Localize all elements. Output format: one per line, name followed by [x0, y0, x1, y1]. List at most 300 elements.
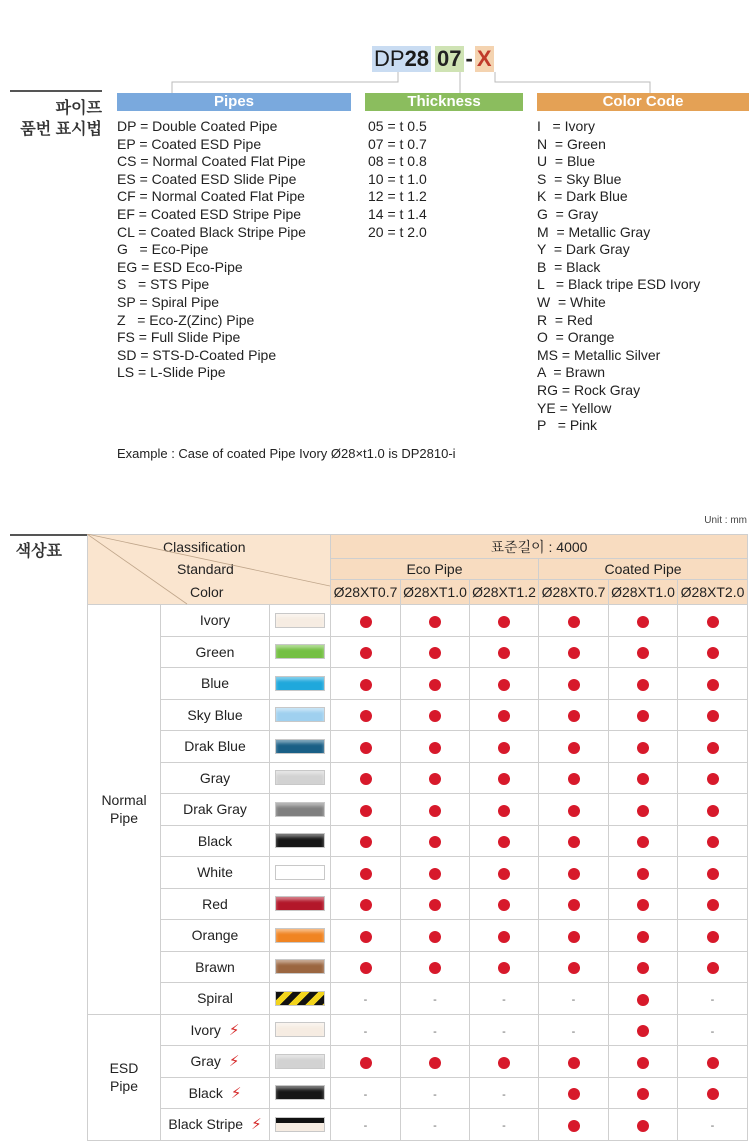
color-name-cell	[161, 794, 270, 826]
dot-icon	[429, 616, 441, 628]
dot-icon	[360, 616, 372, 628]
swatch-cell	[270, 605, 331, 637]
available-dot	[609, 1014, 678, 1046]
list-item: CL = Coated Black Stripe Pipe	[117, 223, 306, 240]
color-name: Brawn	[195, 958, 235, 975]
color-name: Ivory	[190, 1021, 221, 1038]
available-dot	[678, 668, 748, 700]
coated-pipe-header: Coated Pipe	[539, 559, 748, 580]
dot-icon	[568, 1120, 580, 1132]
dash-icon: -	[502, 1088, 506, 1101]
color-name: Spiral	[197, 990, 233, 1007]
available-dot	[678, 762, 748, 794]
available-dot	[609, 636, 678, 668]
esd-bolt-icon: ⚡	[228, 1053, 240, 1071]
dash-icon: -	[433, 1120, 437, 1133]
available-dot	[470, 825, 539, 857]
list-item: EG = ESD Eco-Pipe	[117, 258, 243, 275]
available-dot	[678, 731, 748, 763]
dot-icon	[637, 1120, 649, 1132]
pipes-header: Pipes	[117, 93, 351, 111]
available-dot	[609, 951, 678, 983]
swatch-cell	[270, 1077, 331, 1109]
color-swatch	[275, 1117, 325, 1132]
color-swatch	[275, 802, 325, 817]
available-dot	[678, 888, 748, 920]
dot-icon	[360, 773, 372, 785]
section-rule	[10, 90, 102, 92]
available-dot	[331, 731, 401, 763]
table-row	[88, 636, 748, 668]
available-dot	[609, 605, 678, 637]
dot-icon	[498, 962, 510, 974]
dot-icon	[568, 868, 580, 880]
available-dot	[331, 794, 401, 826]
color-name: Black Stripe	[168, 1116, 244, 1133]
dot-icon	[707, 962, 719, 974]
table-row	[88, 983, 748, 1015]
available-dot	[678, 605, 748, 637]
available-dot	[678, 857, 748, 889]
color-swatch	[275, 707, 325, 722]
list-item: A = Brawn	[537, 364, 606, 381]
swatch-cell	[270, 731, 331, 763]
available-dot	[331, 699, 401, 731]
list-item: W = White	[537, 293, 606, 310]
color-name-cell	[161, 1014, 270, 1046]
dot-icon	[707, 836, 719, 848]
color-name-cell	[161, 1109, 270, 1141]
dot-icon	[637, 962, 649, 974]
dot-icon	[360, 1057, 372, 1069]
swatch-cell	[270, 920, 331, 952]
dot-icon	[360, 805, 372, 817]
list-item: EF = Coated ESD Stripe Pipe	[117, 205, 302, 222]
dot-icon	[429, 805, 441, 817]
list-item: LS = L-Slide Pipe	[117, 364, 226, 381]
available-dot	[609, 794, 678, 826]
table-row	[88, 857, 748, 889]
dot-icon	[637, 994, 649, 1006]
dot-icon	[429, 1057, 441, 1069]
dot-icon	[637, 616, 649, 628]
color-name-cell	[161, 762, 270, 794]
available-dot	[331, 920, 401, 952]
list-item: 20 = t 2.0	[368, 223, 427, 240]
dot-icon	[429, 931, 441, 943]
dot-icon	[429, 836, 441, 848]
dash-icon: -	[502, 1025, 506, 1038]
dash-icon: -	[433, 994, 437, 1007]
available-dot	[678, 1077, 748, 1109]
list-item: SD = STS-D-Coated Pipe	[117, 346, 277, 363]
available-dot	[539, 668, 609, 700]
dot-icon	[707, 679, 719, 691]
standard-length-header: 표준길이 : 4000	[331, 535, 748, 559]
dot-icon	[637, 836, 649, 848]
list-item: U = Blue	[537, 153, 595, 170]
esd-bolt-icon: ⚡	[251, 1116, 262, 1134]
dot-icon	[707, 899, 719, 911]
available-dot	[331, 636, 401, 668]
color-name-cell	[161, 668, 270, 700]
color-name-cell	[161, 1046, 270, 1078]
color-name: White	[197, 864, 233, 881]
available-dot	[470, 731, 539, 763]
table-row	[88, 888, 748, 920]
unavailable-dash	[539, 1014, 609, 1046]
list-item: 08 = t 0.8	[368, 153, 427, 170]
dot-icon	[568, 805, 580, 817]
classification-header: Classification	[88, 535, 331, 559]
dot-icon	[360, 679, 372, 691]
color-header: Color	[88, 580, 331, 605]
available-dot	[609, 762, 678, 794]
dot-icon	[637, 805, 649, 817]
available-dot	[470, 794, 539, 826]
unavailable-dash	[331, 1109, 401, 1141]
list-item: G = Gray	[537, 205, 599, 222]
swatch-cell	[270, 762, 331, 794]
available-dot	[401, 920, 470, 952]
available-dot	[539, 1077, 609, 1109]
swatch-cell	[270, 668, 331, 700]
color-name: Ivory	[199, 612, 231, 629]
dot-icon	[429, 742, 441, 754]
dot-icon	[498, 710, 510, 722]
dot-icon	[637, 931, 649, 943]
available-dot	[678, 825, 748, 857]
list-item: EP = Coated ESD Pipe	[117, 135, 262, 152]
unavailable-dash	[470, 1014, 539, 1046]
dash-icon: -	[363, 994, 368, 1007]
dash-icon: -	[571, 994, 576, 1007]
dot-icon	[707, 1088, 719, 1100]
available-dot	[609, 1077, 678, 1109]
dot-icon	[568, 647, 580, 659]
size-header: Ø28XT0.7	[331, 580, 401, 605]
available-dot	[539, 636, 609, 668]
available-dot	[401, 825, 470, 857]
unavailable-dash	[401, 1109, 470, 1141]
color-swatch	[275, 613, 325, 628]
dot-icon	[360, 868, 372, 880]
swatch-cell	[270, 983, 331, 1015]
available-dot	[539, 825, 609, 857]
table-row	[88, 920, 748, 952]
color-swatch	[275, 928, 325, 943]
esd-bolt-icon: ⚡	[228, 1021, 240, 1039]
color-swatch	[275, 1022, 325, 1037]
table-row	[88, 825, 748, 857]
dot-icon	[429, 647, 441, 659]
list-item: Z = Eco-Z(Zinc) Pipe	[117, 311, 255, 328]
color-swatch	[275, 1054, 325, 1069]
dot-icon	[568, 710, 580, 722]
color-name-cell	[161, 857, 270, 889]
available-dot	[539, 857, 609, 889]
color-name: Drak Blue	[184, 738, 246, 755]
available-dot	[609, 699, 678, 731]
available-dot	[331, 605, 401, 637]
available-dot	[470, 1046, 539, 1078]
available-dot	[678, 699, 748, 731]
available-dot	[539, 731, 609, 763]
dot-icon	[568, 1088, 580, 1100]
color-name: Drak Gray	[183, 801, 247, 818]
color-swatch	[275, 865, 325, 880]
unavailable-dash	[678, 1014, 748, 1046]
available-dot	[609, 1046, 678, 1078]
swatch-cell	[270, 699, 331, 731]
available-dot	[401, 668, 470, 700]
available-dot	[401, 762, 470, 794]
dot-icon	[429, 710, 441, 722]
code-color: X	[476, 46, 492, 71]
available-dot	[609, 888, 678, 920]
dot-icon	[637, 710, 649, 722]
color-name: Orange	[191, 927, 239, 944]
list-item: Y = Dark Gray	[537, 241, 630, 258]
dot-icon	[429, 899, 441, 911]
swatch-cell	[270, 1014, 331, 1046]
list-item: CS = Normal Coated Flat Pipe	[117, 153, 306, 170]
dot-icon	[360, 962, 372, 974]
pipes-list	[117, 118, 306, 382]
list-item: SP = Spiral Pipe	[117, 293, 220, 310]
dot-icon	[637, 1025, 649, 1037]
available-dot	[539, 762, 609, 794]
size-header: Ø28XT1.2	[470, 580, 539, 605]
color-name-cell	[161, 888, 270, 920]
available-dot	[331, 762, 401, 794]
table-row	[88, 1077, 748, 1109]
dot-icon	[498, 647, 510, 659]
dot-icon	[637, 647, 649, 659]
code-pipe: DP28	[374, 46, 430, 71]
group-label: Normal Pipe	[88, 605, 161, 1015]
dot-icon	[568, 773, 580, 785]
dot-icon	[498, 805, 510, 817]
list-item: 07 = t 0.7	[368, 135, 427, 152]
available-dot	[539, 1046, 609, 1078]
table-row	[88, 794, 748, 826]
color-swatch	[275, 833, 325, 848]
color-table-title: 색상표	[15, 543, 62, 560]
available-dot	[331, 825, 401, 857]
list-item: N = Green	[537, 135, 606, 152]
standard-header: Standard	[88, 559, 331, 580]
example-text: Example : Case of coated Pipe Ivory Ø28×t1.0 is DP2810-i	[117, 446, 456, 461]
dot-icon	[568, 1057, 580, 1069]
available-dot	[678, 920, 748, 952]
color-swatch	[275, 896, 325, 911]
list-item: P = Pink	[537, 417, 598, 434]
dot-icon	[498, 616, 510, 628]
dot-icon	[707, 868, 719, 880]
color-name: Blue	[200, 675, 230, 692]
dot-icon	[360, 836, 372, 848]
swatch-cell	[270, 636, 331, 668]
list-item: 10 = t 1.0	[368, 170, 427, 187]
list-item: 14 = t 1.4	[368, 205, 427, 222]
table-row	[88, 605, 748, 637]
dot-icon	[707, 742, 719, 754]
color-name: Gray	[190, 1053, 221, 1070]
available-dot	[678, 794, 748, 826]
dash-icon: -	[433, 1088, 437, 1101]
dot-icon	[498, 899, 510, 911]
dot-icon	[707, 616, 719, 628]
swatch-cell	[270, 1046, 331, 1078]
dash-icon: -	[502, 994, 506, 1007]
unavailable-dash	[470, 983, 539, 1015]
table-row	[88, 699, 748, 731]
color-swatch	[275, 770, 325, 785]
available-dot	[470, 636, 539, 668]
available-dot	[470, 951, 539, 983]
table-row	[88, 1046, 748, 1078]
available-dot	[331, 1046, 401, 1078]
code-dash: -	[465, 46, 473, 71]
available-dot	[401, 731, 470, 763]
dash-icon: -	[363, 1025, 368, 1038]
available-dot	[609, 983, 678, 1015]
code-thickness: 07	[437, 46, 462, 71]
available-dot	[401, 636, 470, 668]
dot-icon	[568, 962, 580, 974]
available-dot	[331, 888, 401, 920]
swatch-cell	[270, 1109, 331, 1141]
dash-icon: -	[363, 1120, 368, 1133]
dot-icon	[429, 962, 441, 974]
unavailable-dash	[401, 983, 470, 1015]
color-name: Black	[188, 1084, 223, 1101]
unavailable-dash	[401, 1077, 470, 1109]
dot-icon	[707, 773, 719, 785]
header-diagonals	[87, 534, 330, 606]
swatch-cell	[270, 825, 331, 857]
list-item: CF = Normal Coated Flat Pipe	[117, 188, 305, 205]
list-item: O = Orange	[537, 329, 615, 346]
dot-icon	[637, 899, 649, 911]
dot-icon	[429, 868, 441, 880]
color-name-cell	[161, 699, 270, 731]
list-item: YE = Yellow	[537, 399, 612, 416]
available-dot	[539, 1109, 609, 1141]
color-name: Black	[197, 832, 233, 849]
available-dot	[401, 857, 470, 889]
available-dot	[401, 794, 470, 826]
available-dot	[609, 857, 678, 889]
available-dot	[678, 636, 748, 668]
swatch-cell	[270, 888, 331, 920]
unavailable-dash	[401, 1014, 470, 1046]
list-item: S = STS Pipe	[117, 276, 210, 293]
size-header: Ø28XT2.0	[678, 580, 748, 605]
unavailable-dash	[539, 983, 609, 1015]
dot-icon	[360, 742, 372, 754]
color-name-cell	[161, 605, 270, 637]
dot-icon	[360, 647, 372, 659]
available-dot	[470, 699, 539, 731]
dot-icon	[498, 931, 510, 943]
available-dot	[331, 951, 401, 983]
size-header: Ø28XT1.0	[401, 580, 470, 605]
dash-icon: -	[433, 1025, 437, 1038]
available-dot	[331, 668, 401, 700]
dot-icon	[568, 899, 580, 911]
unit-label: Unit : mm	[704, 515, 747, 526]
color-name-cell	[161, 636, 270, 668]
table-row	[88, 731, 748, 763]
dash-icon: -	[710, 994, 715, 1007]
color-name-cell	[161, 951, 270, 983]
available-dot	[470, 857, 539, 889]
dot-icon	[498, 868, 510, 880]
list-item: B = Black	[537, 258, 601, 275]
table-row	[88, 1014, 748, 1046]
dot-icon	[568, 616, 580, 628]
dot-icon	[498, 1057, 510, 1069]
color-name-cell	[161, 825, 270, 857]
dot-icon	[360, 710, 372, 722]
dot-icon	[707, 931, 719, 943]
available-dot	[401, 951, 470, 983]
dot-icon	[568, 836, 580, 848]
available-dot	[539, 920, 609, 952]
available-dot	[539, 794, 609, 826]
size-header: Ø28XT1.0	[609, 580, 678, 605]
available-dot	[678, 951, 748, 983]
available-dot	[401, 1046, 470, 1078]
list-item: DP = Double Coated Pipe	[117, 118, 278, 134]
list-item: FS = Full Slide Pipe	[117, 329, 241, 346]
thickness-list	[368, 118, 427, 241]
available-dot	[539, 888, 609, 920]
dot-icon	[568, 679, 580, 691]
swatch-cell	[270, 857, 331, 889]
dash-icon: -	[710, 1120, 715, 1133]
list-item: S = Sky Blue	[537, 170, 622, 187]
dot-icon	[637, 679, 649, 691]
table-row	[88, 762, 748, 794]
color-swatch	[275, 676, 325, 691]
list-item: M = Metallic Gray	[537, 223, 651, 240]
dot-icon	[498, 679, 510, 691]
available-dot	[609, 1109, 678, 1141]
dot-icon	[637, 742, 649, 754]
available-dot	[470, 762, 539, 794]
dot-icon	[360, 899, 372, 911]
list-item: RG = Rock Gray	[537, 381, 641, 398]
eco-pipe-header: Eco Pipe	[331, 559, 539, 580]
color-table	[87, 534, 748, 1141]
color-name-cell	[161, 920, 270, 952]
unavailable-dash	[678, 1109, 748, 1141]
dash-icon: -	[502, 1120, 506, 1133]
color-swatch	[275, 959, 325, 974]
available-dot	[331, 857, 401, 889]
unavailable-dash	[331, 983, 401, 1015]
dot-icon	[707, 1057, 719, 1069]
list-item: 05 = t 0.5	[368, 118, 427, 134]
unavailable-dash	[331, 1014, 401, 1046]
list-item: L = Black tripe ESD Ivory	[537, 276, 701, 293]
color-swatch	[275, 644, 325, 659]
dot-icon	[360, 931, 372, 943]
part-number-title: 파이프 품번 표시법	[20, 100, 102, 138]
